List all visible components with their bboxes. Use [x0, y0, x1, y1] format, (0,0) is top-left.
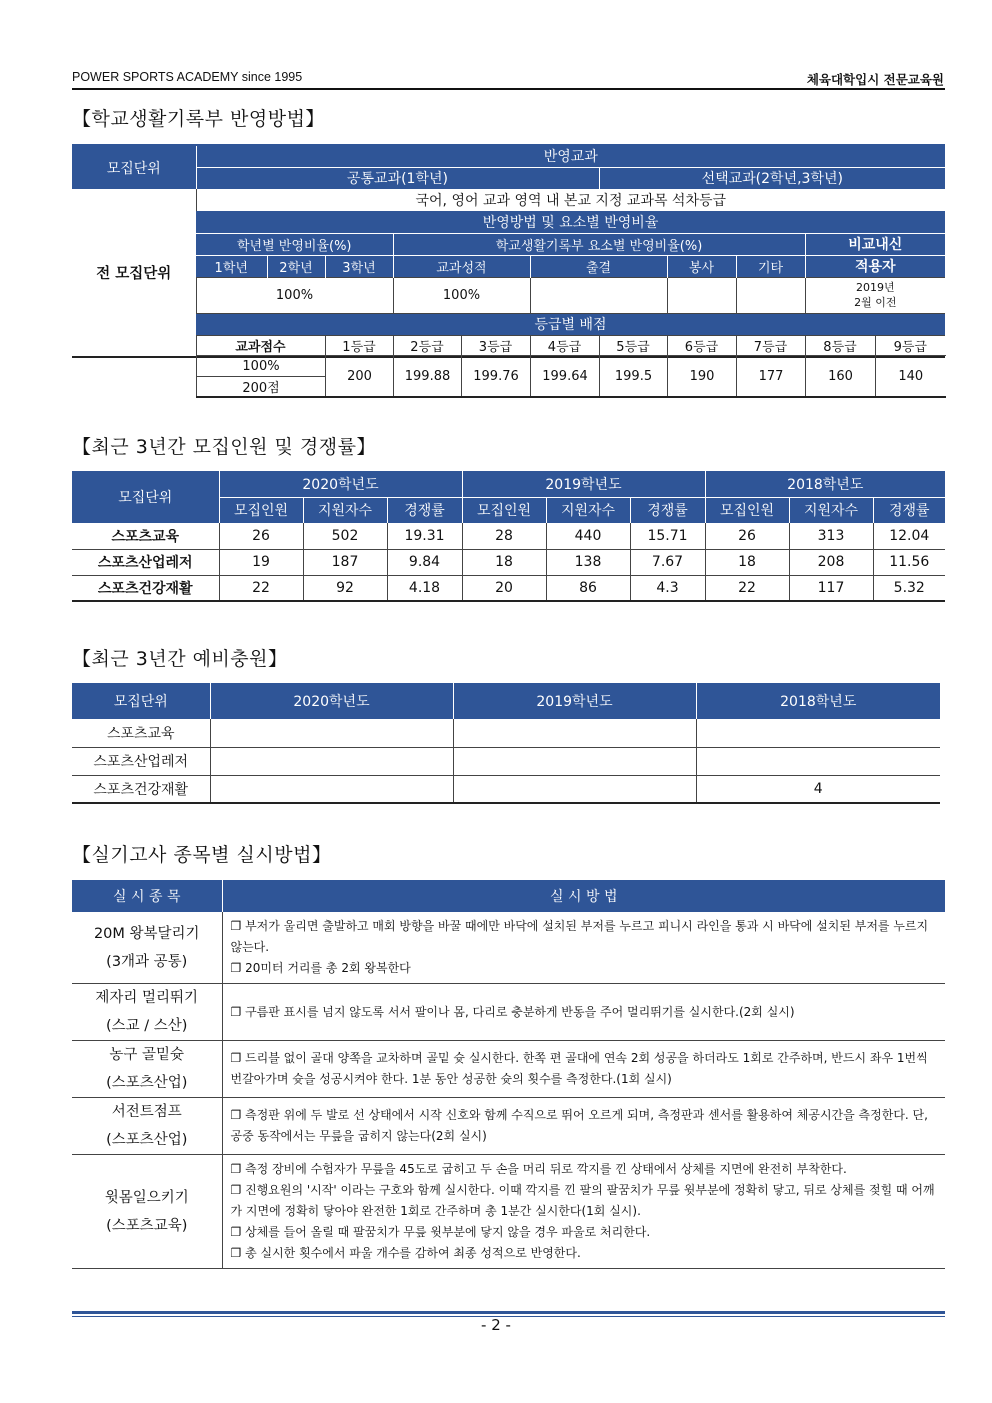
event-method: [222, 1155, 945, 1269]
col-header: 모집인원: [705, 497, 789, 523]
table-cell: 502: [303, 523, 387, 549]
unit-header: 모집단위: [72, 683, 210, 719]
event-scope: (스포츠교육): [106, 1217, 188, 1234]
unit-value: 전 모집단위: [96, 266, 172, 282]
event-scope: (스교 / 스산): [106, 1018, 188, 1034]
grade-label: 5등급: [599, 335, 667, 357]
grade-ratio-value: 100%: [196, 277, 393, 313]
record-reflection-table: [72, 144, 945, 358]
score-pts: 200점: [197, 377, 326, 398]
event-title: 20M 왕복달리기: [93, 925, 200, 942]
event-title: 윗몸일으키기: [104, 1189, 189, 1206]
event-name: [72, 1155, 222, 1269]
table-cell: [453, 775, 696, 803]
table-cell: [453, 719, 696, 747]
page-number: - 2 -: [481, 1316, 511, 1334]
header-divider: [72, 88, 945, 90]
method-line: ❐ 측정판 위에 두 발로 선 상태에서 시작 신호와 함께 수직으로 뛰어 오르게 되며, 측정판과 센서를 활용하여 체공시간을 측정한다. 단, 공중 동작에서는 무릎을 굽히지 않는다(2회 실시): [230, 1108, 928, 1143]
element-subject: 교과성적: [393, 255, 530, 277]
elective-subject: 선택교과(2학년,3학년): [599, 167, 945, 189]
table-cell: 26: [219, 523, 303, 549]
grade-label: 2등급: [393, 335, 461, 357]
common-subject: 공통교과(1학년): [196, 167, 599, 189]
method-line: ❐ 드리블 없이 골대 양쪽을 교차하며 골밑 슛 실시한다. 한쪽 편 골대에 연속 2회 성공을 하더라도 1회로 간주하며, 반드시 좌우 1번씩 번갈아가며 슛을 성공시켜야 한다. 1분 동안 성공한 슛의 횟수를 측정한다.(1회 실시): [230, 1051, 928, 1086]
compare-value-month: 2월 이전: [854, 296, 897, 309]
table-cell: 18: [462, 549, 546, 575]
table-cell: 22: [219, 575, 303, 601]
table-row: [72, 719, 940, 747]
dist-header: 등급별 배점: [196, 313, 945, 335]
table-cell: [210, 719, 453, 747]
table-cell: [696, 719, 940, 747]
grade-1: 1학년: [196, 255, 267, 277]
grade-score: 199.5: [600, 356, 668, 398]
event-name: [72, 1041, 222, 1098]
grade-score: 140: [876, 356, 946, 398]
unit-name: 스포츠교육: [72, 523, 219, 549]
grade-score: 177: [737, 356, 806, 398]
table-cell: 20: [462, 575, 546, 601]
compare-header-b: 적용자: [805, 255, 945, 277]
col-header: 경쟁률: [387, 497, 462, 523]
table-cell: 5.32: [893, 579, 925, 596]
table-cell: 208: [789, 549, 873, 575]
grade-label: 1등급: [325, 335, 393, 357]
event-scope: (스포츠산업): [106, 1075, 188, 1091]
method-line: ❐ 측정 장비에 수험자가 무릎을 45도로 굽히고 두 손을 머리 뒤로 깍지를 낀 상태에서 상체를 지면에 완전히 부착한다.: [230, 1162, 847, 1176]
unit-name: 스포츠산업레저: [72, 549, 219, 575]
table-cell: 19: [219, 549, 303, 575]
score-label: 교과점수: [196, 335, 325, 357]
grade-score: 160: [806, 356, 876, 398]
table-cell: 117: [789, 575, 873, 601]
subject-header: 반영교과: [196, 145, 945, 167]
header-academy: POWER SPORTS ACADEMY since 1995: [72, 70, 303, 84]
table-cell: 4: [696, 775, 940, 803]
grade-score: 199.64: [531, 356, 600, 398]
table-row: [72, 523, 945, 549]
competition-table: [72, 471, 945, 602]
table-row: [72, 984, 945, 1041]
grade-score: 190: [668, 356, 737, 398]
method-line: ❐ 20미터 거리를 총 2회 왕복한다: [230, 961, 411, 975]
table-cell: [210, 775, 453, 803]
unit-header: 모집단위: [72, 145, 196, 189]
table-cell: 22: [705, 575, 789, 601]
grade-score: 199.88: [394, 356, 462, 398]
element-ratio-header: 학교생활기록부 요소별 반영비율(%): [393, 233, 805, 255]
table-cell: 4.18: [387, 575, 462, 601]
section-title-waitlist: 【최근 3년간 예비충원】: [72, 648, 288, 670]
table-row: [72, 1041, 945, 1098]
table-row: [72, 775, 940, 803]
method-line: ❐ 상체를 들어 올릴 때 팔꿈치가 무릎 윗부분에 닿지 않을 경우 파울로 처리한다.: [230, 1225, 651, 1239]
score-pct: 100%: [197, 356, 326, 377]
event-name: [72, 984, 222, 1041]
grade-score-table: [196, 355, 946, 398]
event-scope: (스포츠산업): [106, 1132, 188, 1148]
event-name: [72, 1098, 222, 1155]
grade-label: 8등급: [805, 335, 875, 357]
table-cell: 18: [705, 549, 789, 575]
table-cell: 138: [546, 549, 630, 575]
unit-header: 모집단위: [72, 471, 219, 523]
table-cell: 15.71: [630, 523, 705, 549]
col-header: 지원자수: [789, 497, 873, 523]
col-header: 지원자수: [546, 497, 630, 523]
method-header: 반영방법 및 요소별 반영비율: [196, 211, 945, 233]
event-scope: (3개과 공통): [106, 953, 188, 970]
grade-label: 4등급: [530, 335, 599, 357]
unit-name: 스포츠산업레저: [72, 747, 210, 775]
grade-3: 3학년: [325, 255, 393, 277]
table-cell: 19.31: [387, 523, 462, 549]
method-header: 실 시 방 법: [222, 880, 945, 912]
event-method: [222, 1041, 945, 1098]
col-header: 모집인원: [219, 497, 303, 523]
year-header: 2018학년도: [705, 471, 945, 497]
section-title-competition: 【최근 3년간 모집인원 및 경쟁률】: [72, 436, 376, 458]
year-header: 2018학년도: [696, 683, 940, 719]
method-line: ❐ 구름판 표시를 넘지 않도록 서서 팔이나 몸, 다리로 충분하게 반동을 주어 멀리뛰기를 실시한다.(2회 실시): [230, 1004, 795, 1019]
attendance-ratio-value: [530, 277, 667, 313]
section-title-record: 【학교생활기록부 반영방법】: [72, 108, 325, 130]
subject-ratio-value: 100%: [393, 277, 530, 313]
grade-label: 6등급: [667, 335, 736, 357]
compare-value-year: 2019년: [855, 281, 895, 294]
table-cell: 440: [546, 523, 630, 549]
event-method: [222, 1098, 945, 1155]
year-header: 2019학년도: [462, 471, 705, 497]
method-line: ❐ 총 실시한 횟수에서 파울 개수를 감하여 최종 성적으로 반영한다.: [230, 1246, 581, 1260]
table-cell: 9.84: [387, 549, 462, 575]
unit-name: 스포츠건강재활: [72, 775, 210, 803]
section-title-practical: 【실기고사 종목별 실시방법】: [72, 844, 332, 866]
table-cell: 28: [462, 523, 546, 549]
element-etc: 기타: [736, 255, 805, 277]
method-line: ❐ 부저가 울리면 출발하고 매회 방향을 바꿀 때에만 바닥에 설치된 부저를 누르고 피니시 라인을 통과 시 바닥에 설치된 부저를 누르지 않는다.: [230, 919, 929, 954]
grade-score: 200: [326, 356, 394, 398]
col-header: 모집인원: [462, 497, 546, 523]
table-cell: 86: [546, 575, 630, 601]
col-header: 지원자수: [303, 497, 387, 523]
col-header: 경쟁률: [873, 497, 945, 523]
event-name: [72, 912, 222, 984]
compare-value: [805, 277, 945, 313]
practical-exam-table: [72, 880, 945, 1269]
grade-label: 9등급: [875, 335, 945, 357]
table-cell: 7.67: [630, 549, 705, 575]
unit-name: 스포츠건강재활: [72, 575, 219, 601]
year-header: 2020학년도: [219, 471, 462, 497]
grade-score: 199.76: [462, 356, 531, 398]
event-title: 서전트점프: [111, 1104, 182, 1120]
table-row: [72, 575, 945, 601]
table-row: [72, 912, 945, 984]
waitlist-table: [72, 683, 940, 804]
method-line: ❐ 진행요원의 '시작' 이라는 구호와 함께 실시한다. 이때 깍지를 낀 팔의 팔꿈치가 무릎 윗부분에 정확히 닿고, 뒤로 상체를 젖힐 때 어깨가 지면에 정확히 닿아야 완전한 1회로 간주하며 총 1분간 실시한다(1회 실시).: [230, 1183, 935, 1218]
unit-name: 스포츠교육: [72, 719, 210, 747]
grade-label: 7등급: [736, 335, 805, 357]
footer-divider-thick: [72, 1311, 945, 1314]
table-row: [72, 747, 940, 775]
event-method: [222, 912, 945, 984]
header-institute: 체육대학입시 전문교육원: [806, 72, 944, 87]
event-title: 제자리 멀리뛰기: [95, 990, 199, 1006]
col-header: 경쟁률: [630, 497, 705, 523]
year-header: 2019학년도: [453, 683, 696, 719]
table-cell: 187: [303, 549, 387, 575]
table-cell: 92: [303, 575, 387, 601]
subjects-desc: 국어, 영어 교과 영역 내 본교 지정 교과목 석차등급: [196, 189, 945, 211]
year-header: 2020학년도: [210, 683, 453, 719]
event-method: [222, 984, 945, 1041]
event-header: 실 시 종 목: [72, 880, 222, 912]
table-cell: [696, 747, 940, 775]
table-cell: [210, 747, 453, 775]
table-cell: 4.3: [630, 575, 705, 601]
table-row: [72, 1155, 945, 1269]
element-attendance: 출결: [530, 255, 667, 277]
table-cell: 11.56: [873, 549, 945, 575]
compare-header-a: 비교내신: [805, 233, 945, 255]
volunteer-ratio-value: [667, 277, 736, 313]
table-cell: [453, 747, 696, 775]
grade-label: 3등급: [461, 335, 530, 357]
etc-ratio-value: [736, 277, 805, 313]
table-row: [72, 1098, 945, 1155]
grade-ratio-header: 학년별 반영비율(%): [196, 233, 393, 255]
table-row: [72, 549, 945, 575]
table-cell: 26: [705, 523, 789, 549]
event-title: 농구 골밑슛: [109, 1047, 185, 1063]
table-cell: 12.04: [873, 523, 945, 549]
element-volunteer: 봉사: [667, 255, 736, 277]
grade-2: 2학년: [267, 255, 325, 277]
table-cell: 313: [789, 523, 873, 549]
